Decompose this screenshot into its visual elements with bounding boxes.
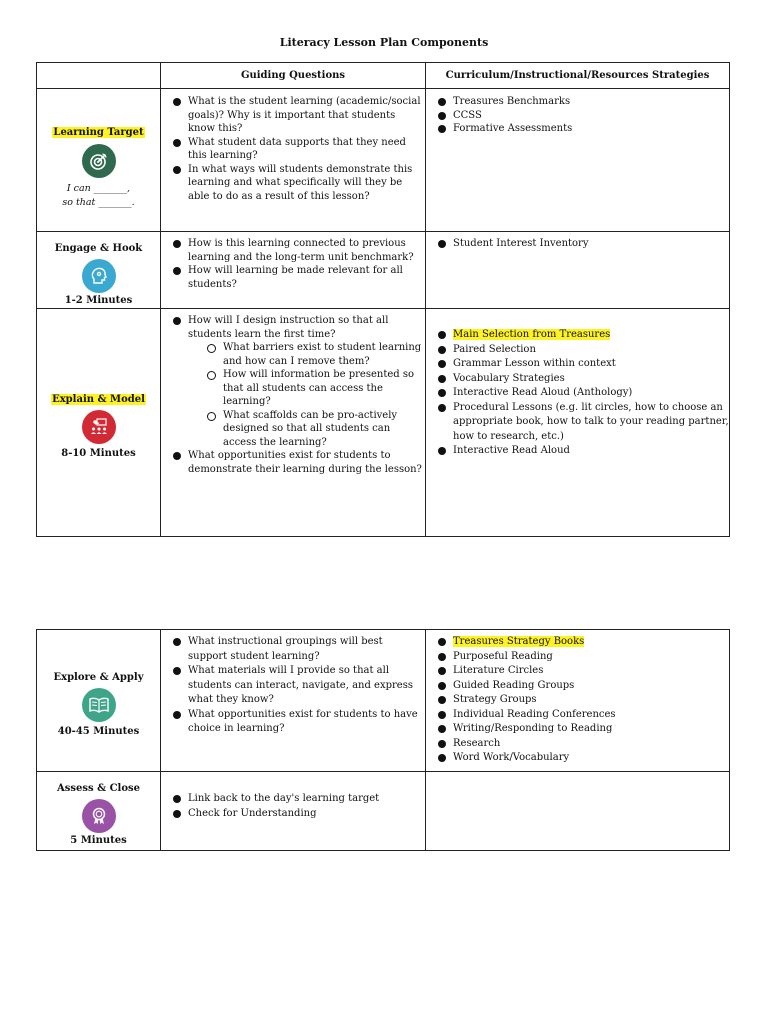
list-item: Writing/Responding to Reading (426, 722, 729, 737)
list-item (426, 328, 729, 343)
list-item: Individual Reading Conferences (426, 708, 729, 723)
stage-explain-model (37, 309, 161, 537)
list-item: Treasures Benchmarks (426, 95, 729, 109)
open-book-icon (82, 688, 116, 722)
header-row (37, 63, 730, 89)
row-assess-close (37, 772, 730, 851)
award-ribbon-icon (82, 799, 116, 833)
target-icon (82, 144, 116, 178)
list-item: Interactive Read Aloud (Anthology) (426, 386, 729, 401)
list-item: In what ways will students demonstrate this learning and what specifically will they be able to do as a result of this lesson? (161, 163, 425, 204)
stage-time: 1-2 Minutes (64, 295, 133, 306)
list-item: Link back to the day's learning target (161, 792, 425, 807)
list-item: CCSS (426, 109, 729, 123)
stage-title: Engage & Hook (54, 243, 143, 254)
guiding-questions-assess (161, 772, 426, 851)
list-item: Strategy Groups (426, 693, 729, 708)
list-item: Student Interest Inventory (426, 237, 729, 251)
list-item: Paired Selection (426, 343, 729, 358)
highlighted-text: Treasures Strategy Books (453, 636, 585, 647)
list-item: What student data supports that they need this learning? (161, 136, 425, 163)
sub-list-item: How will information be presented so that all students can access the learning? (188, 368, 425, 409)
resources-explain (426, 309, 730, 537)
list-item: How is this learning connected to previous learning and the long-term unit benchmark? (161, 237, 425, 264)
question-text: How will I design instruction so that all students learn the first time? (188, 315, 389, 340)
list-item: Word Work/Vocabulary (426, 751, 729, 766)
row-engage-hook (37, 232, 730, 309)
stage-title: Explore & Apply (53, 671, 144, 683)
stage-assess-close (37, 772, 161, 851)
sub-list-item: What barriers exist to student learning and how can I remove them? (188, 341, 425, 368)
list-item: What opportunities exist for students to demonstrate their learning during the lesson? (161, 449, 425, 476)
resources-learning-target (426, 89, 730, 232)
header-resources: Curriculum/Instructional/Resources Strategies (426, 63, 730, 89)
stage-explore-apply (37, 630, 161, 772)
guiding-questions-engage (161, 232, 426, 309)
stage-title: Assess & Close (56, 783, 141, 794)
list-item: Interactive Read Aloud (426, 444, 729, 459)
sub-list-item: What scaffolds can be pro-actively designed so that all students can access the learning? (188, 409, 425, 450)
head-gear-icon (82, 259, 116, 293)
row-learning-target (37, 89, 730, 232)
lesson-plan-table-2 (36, 629, 730, 851)
list-item: Vocabulary Strategies (426, 372, 729, 387)
guiding-questions-learning-target (161, 89, 426, 232)
highlighted-text: Main Selection from Treasures (453, 329, 611, 340)
list-item (161, 314, 425, 449)
resources-explore (426, 630, 730, 772)
list-item (426, 635, 729, 650)
list-item: Literature Circles (426, 664, 729, 679)
list-item: What instructional groupings will best support student learning? (161, 635, 425, 664)
list-item: Research (426, 737, 729, 752)
list-item: Procedural Lessons (e.g. lit circles, how to choose an appropriate book, how to talk to your reading partner, how to research, etc.) (426, 401, 729, 445)
row-explain-model (37, 309, 730, 537)
guiding-questions-explore (161, 630, 426, 772)
stage-title: Explain & Model (52, 393, 145, 405)
header-blank (37, 63, 161, 89)
presenter-icon (82, 410, 116, 444)
list-item: How will learning be made relevant for all students? (161, 264, 425, 291)
resources-engage (426, 232, 730, 309)
page-title: Literacy Lesson Plan Components (279, 36, 489, 49)
list-item: Check for Understanding (161, 807, 425, 822)
lesson-plan-table-1 (36, 62, 730, 537)
list-item: Purposeful Reading (426, 650, 729, 665)
stage-time: 5 Minutes (70, 835, 127, 846)
list-item: Guided Reading Groups (426, 679, 729, 694)
row-explore-apply (37, 630, 730, 772)
list-item: What materials will I provide so that all students can interact, navigate, and express what they know? (161, 664, 425, 708)
stage-time: 40-45 Minutes (57, 725, 140, 737)
ican-line-2: so that _______. (62, 197, 135, 208)
resources-assess-empty (426, 772, 730, 851)
list-item: What is the student learning (academic/social goals)? Why is it important that students know this? (161, 95, 425, 136)
list-item: Formative Assessments (426, 122, 729, 136)
ican-line-1: I can _______, (66, 183, 131, 194)
stage-engage-hook (37, 232, 161, 309)
stage-time: 8-10 Minutes (61, 447, 136, 459)
list-item: What opportunities exist for students to have choice in learning? (161, 708, 425, 737)
header-guiding-questions: Guiding Questions (161, 63, 426, 89)
stage-title: Learning Target (53, 127, 144, 138)
list-item: Grammar Lesson within context (426, 357, 729, 372)
stage-learning-target (37, 89, 161, 232)
guiding-questions-explain (161, 309, 426, 537)
